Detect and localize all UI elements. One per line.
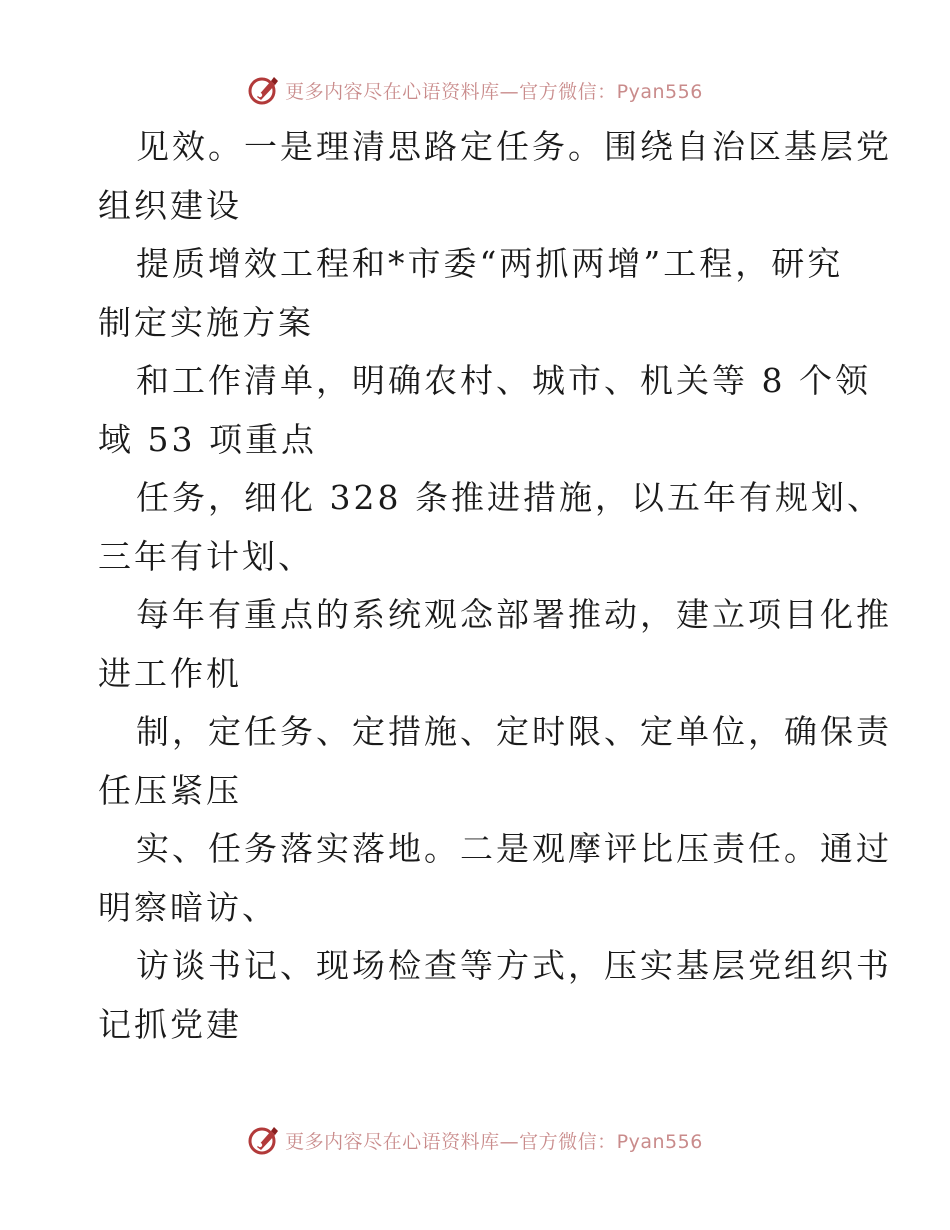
footer-banner (0, 1120, 950, 1160)
body-line: 组织建设 (98, 185, 242, 225)
header-banner (0, 70, 950, 110)
body-line: 见效。一是理清思路定任务。围绕自治区基层党 (136, 127, 892, 166)
body-line: 和工作清单，明确农村、城市、机关等 8 个领 (136, 361, 871, 400)
body-line: 制，定任务、定措施、定时限、定单位，确保责 (136, 712, 892, 751)
body-line: 制定实施方案 (98, 302, 314, 342)
body-line: 访谈书记、现场检查等方式，压实基层党组织书 (136, 946, 892, 985)
body-line: 任压紧压 (98, 770, 242, 810)
body-line: 明察暗访、 (98, 887, 278, 927)
pen-nib-logo-icon (247, 73, 281, 107)
body-line: 三年有计划、 (98, 536, 314, 576)
body-line: 提质增效工程和*市委“两抓两增”工程，研究 (136, 244, 844, 283)
body-line: 进工作机 (98, 653, 242, 693)
body-line: 每年有重点的系统观念部署推动，建立项目化推 (136, 595, 892, 634)
body-line: 域 53 项重点 (98, 419, 317, 459)
body-line: 记抓党建 (98, 1004, 242, 1044)
footer-banner-text: 更多内容尽在心语资料库—官方微信：Pyan556 (285, 1130, 703, 1153)
pen-nib-logo-icon (247, 1123, 281, 1157)
body-line: 任务，细化 328 条推进措施，以五年有规划、 (136, 478, 883, 517)
body-line: 实、任务落实落地。二是观摩评比压责任。通过 (136, 829, 892, 868)
header-banner-text: 更多内容尽在心语资料库—官方微信：Pyan556 (285, 80, 703, 103)
document-body (98, 118, 892, 1054)
